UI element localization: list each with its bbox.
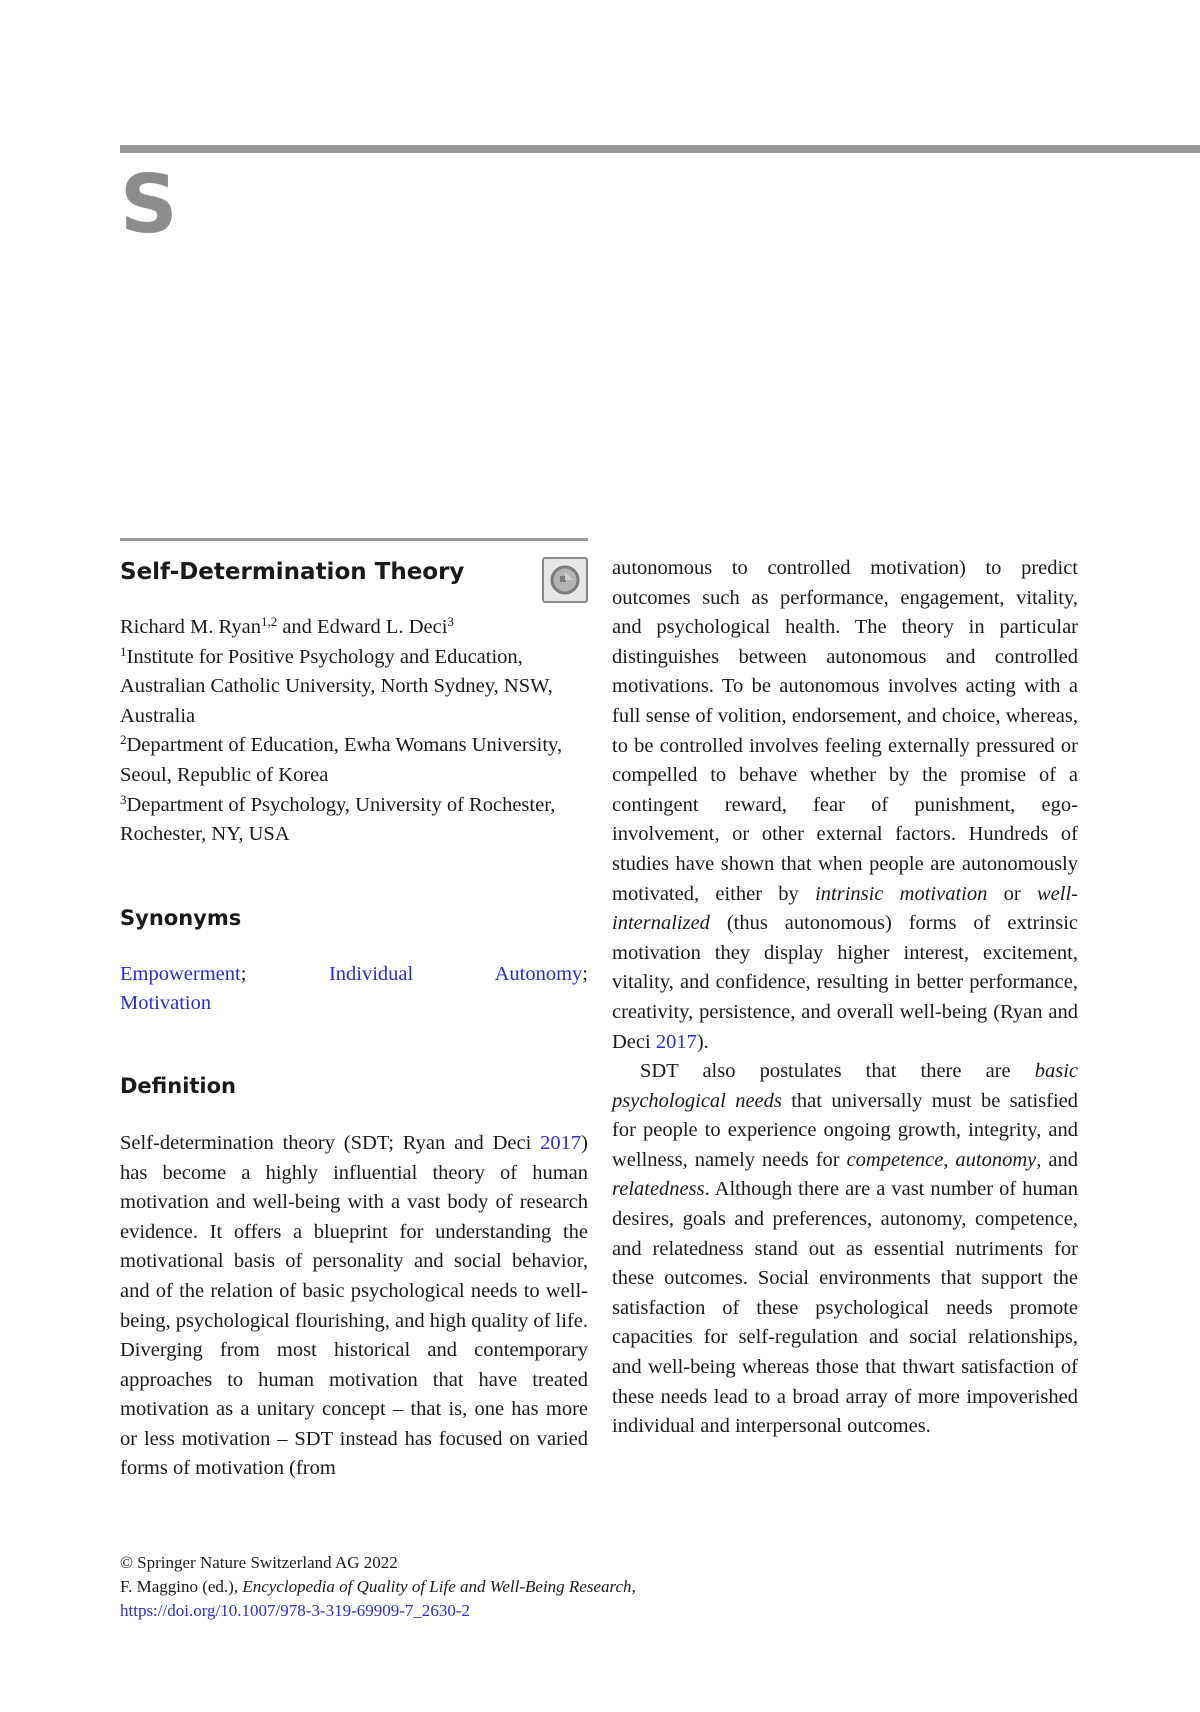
synonyms-list: Empowerment; Individual Autonomy; Motivation <box>120 962 588 1015</box>
left-column <box>120 538 588 1484</box>
article-title: Self-Determination Theory <box>120 559 465 585</box>
title-rule <box>120 538 588 541</box>
affiliation-2: $^2$Department of Education, Ewha Womans University, Seoul, Republic of Korea <box>120 732 563 786</box>
book-title: Encyclopedia of Quality of Life and Well-Being Research <box>242 1577 632 1596</box>
copyright: © Springer Nature Switzerland AG 2022 <box>120 1553 398 1572</box>
definition-heading: Definition <box>120 1073 237 1098</box>
synonym-link-empowerment[interactable]: Empowerment <box>120 962 241 985</box>
affiliations <box>120 643 588 850</box>
synonym-link-motivation[interactable]: Motivation <box>120 992 212 1015</box>
section-letter: S <box>120 158 178 251</box>
crossmark-icon[interactable] <box>542 557 588 603</box>
footer <box>120 1551 1020 1623</box>
title-row <box>120 555 588 607</box>
citation-line: F. Maggino (ed.), Encyclopedia of Quality of Life and Well-Being Research, <box>120 1577 636 1596</box>
affiliation-3: $^3$Department of Psychology, University of Rochester, Rochester, NY, USA <box>120 791 556 846</box>
author-deci: and Edward L. Deci <box>277 616 448 638</box>
doi-link[interactable]: https://doi.org/10.1007/978-3-319-69909-7_2630-2 <box>120 1601 471 1620</box>
affiliation-1: $^1$Institute for Positive Psychology and Education, Australian Catholic University, North Sydney, NSW, Australia <box>120 643 553 727</box>
citation-link-2017[interactable]: 2017 <box>540 1131 582 1154</box>
definition-paragraph-continued: autonomous to controlled motivation) to predict outcomes such as performance, engagement, vitality, and psychological health. The theory in particular distinguishes between autonomous and controlled motivations. To be autonomous involves acting with a full sense of volition, endorsement, and choice, whereas, to be controlled involves feeling externally pressured or compelled to behave whether by the promise of a contingent reward, fear of punishment, ego-involvement, or other external factors. Hundreds of studies have shown that when people are autonomously motivated, either by intrinsic motivation or well-internalized (thus autonomous) forms of extrinsic motivation they display higher interest, excitement, vitality, and confidence, resulting in better performance, creativity, persistence, and overall well-being (Ryan and Deci 2017). <box>612 557 1078 1053</box>
author-ryan: Richard M. Ryan <box>120 616 261 638</box>
definition-paragraph-start: Self-determination theory (SDT; Ryan and Deci 2017) has become a highly influential theory of human motivation and well-being with a vast body of research evidence. It offers a blueprint for understanding the motivational basis of personality and social behavior, and of the relation of basic psychological needs to well-being, psychological flourishing, and high quality of life. Diverging from most historical and contemporary approaches to human motivation that have treated motivation as a unitary concept – that is, one has more or less motivation – SDT instead has focused on varied forms of motivation (from <box>120 1131 588 1480</box>
right-column <box>612 554 1078 1442</box>
definition-paragraph-2: SDT also postulates that there are basic psychological needs that universally must be satisfied for people to experience ongoing growth, integrity, and wellness, namely needs for competence, autonomy, and relatedness. Although there are a vast number of human desires, goals and preferences, autonomy, competence, and relatedness stand out as essential nutriments for these outcomes. Social environments that support the satisfaction of these psychological needs promote capacities for self-regulation and social relationships, and well-being whereas those that thwart satisfaction of these needs lead to a broad array of more impoverished individual and interpersonal outcomes. <box>612 1060 1078 1438</box>
citation-link-2017-b[interactable]: 2017 <box>655 1030 697 1053</box>
synonym-link-individual-autonomy[interactable]: Individual Autonomy <box>328 962 583 985</box>
author-deci-sup: 3 <box>447 614 454 629</box>
top-rule <box>120 145 1200 153</box>
synonyms-heading: Synonyms <box>120 905 242 930</box>
author-ryan-sup: 1,2 <box>260 614 278 629</box>
authors <box>120 613 588 643</box>
